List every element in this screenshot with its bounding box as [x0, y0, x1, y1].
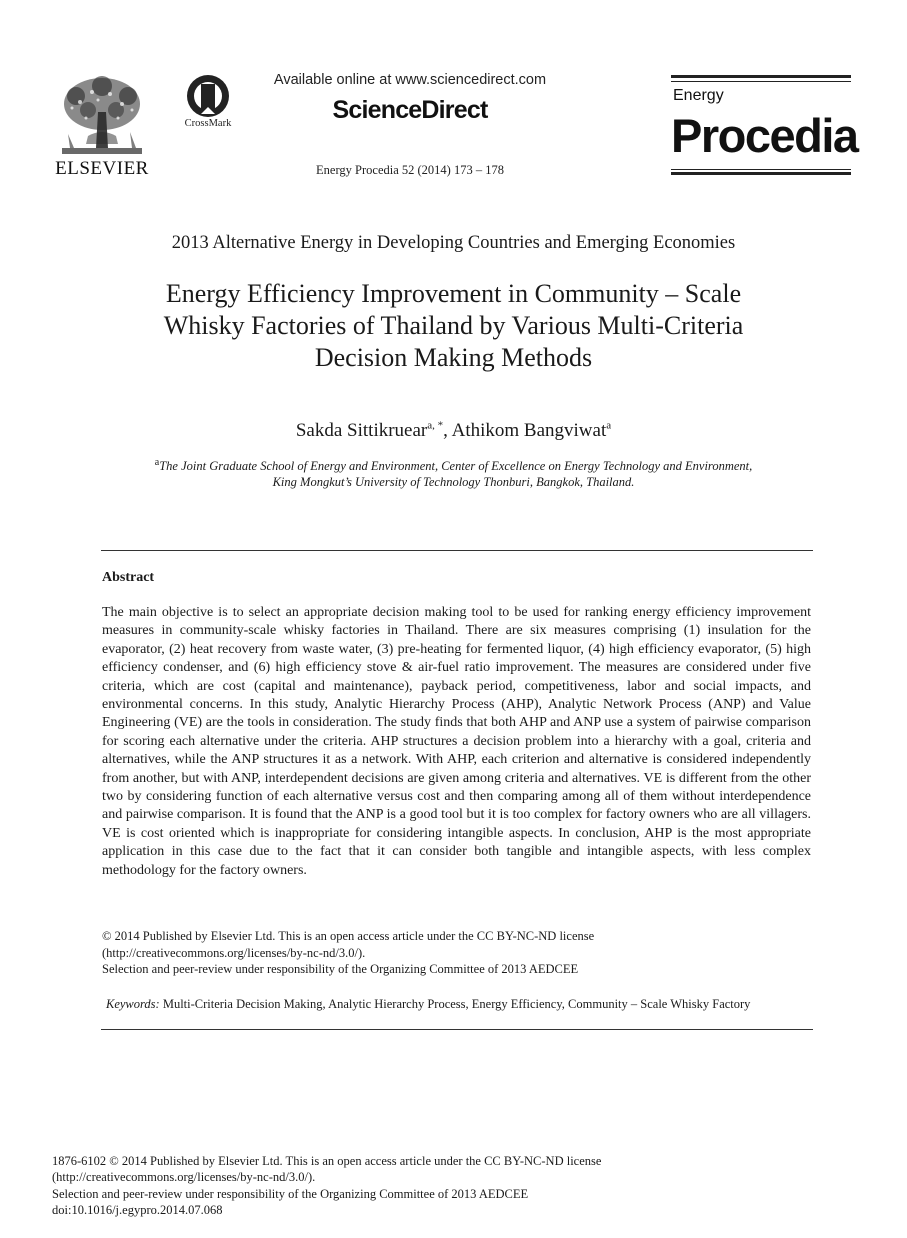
affiliation-line: [100, 455, 807, 474]
footer-peer-review-line: Selection and peer-review under responsibility of the Organizing Committee of 2013 AEDCEE: [52, 1186, 529, 1201]
affiliation-line: King Mongkut’s University of Technology Thonburi, Bangkok, Thailand.: [272, 475, 635, 490]
journal-rule: [671, 81, 851, 82]
journal-rule: [671, 169, 851, 170]
elsevier-logo: [52, 74, 152, 180]
footer-issn-line: 1876-6102 © 2014 Published by Elsevier Ltd. This is an open access article under the CC BY-NC-ND license: [52, 1154, 602, 1168]
license-link[interactable]: (http://creativecommons.org/licenses/by-nc-nd/3.0/).: [102, 945, 366, 960]
crossmark-logo[interactable]: [178, 74, 238, 134]
section-divider: [101, 550, 813, 551]
paper-title: [100, 278, 807, 374]
elsevier-wordmark: ELSEVIER: [55, 158, 149, 179]
peer-review-line: Selection and peer-review under responsibility of the Organizing Committee of 2013 AEDCEE: [102, 962, 579, 976]
conference-name: 2013 Alternative Energy in Developing Countries and Emerging Economies: [171, 233, 736, 253]
copyright-notice: [102, 928, 811, 978]
section-divider: [101, 1029, 813, 1030]
author-name: Sakda Sittikruear: [295, 420, 428, 441]
keywords: [106, 997, 815, 1012]
affiliation-text: The Joint Graduate School of Energy and Environment, Center of Excellence on Energy Technology and Environment,: [159, 459, 753, 474]
crossmark-icon: [178, 74, 238, 120]
title-line: Energy Efficiency Improvement in Community – Scale: [165, 279, 742, 308]
footer-doi[interactable]: doi:10.1016/j.egypro.2014.07.068: [52, 1202, 223, 1217]
copyright-line: © 2014 Published by Elsevier Ltd. This is an open access article under the CC BY-NC-ND license: [102, 929, 595, 943]
elsevier-tree-icon: [58, 74, 146, 158]
abstract-body: The main objective is to select an appropriate decision making tool to be used for ranking energy efficiency improvement measures in community-scale whisky factories in Thailand. There are six measures comprising (1) insulation for the evaporator, (2) heat recovery from waste water, (3) pre-heating for fermented liquor, (4) high efficiency evaporator, (5) high efficiency condenser, and (6) high efficiency stove & air-fuel ratio improvement. The measures are considered under five criteria, which are cost (capital and maintenance), payback period, competitiveness, labor and social impacts, and environmental concerns. In this study, Analytic Hierarchy Process (AHP), Analytic Network Process (ANP) and Value Engineering (VE) are the tools in consideration. The study finds that both AHP and ANP use a system of pairwise comparison for scoring each alternative under the criteria. AHP structures a decision problem into a hierarchy with a goal, criteria and alternatives, while the ANP structures it as a network. With AHP, each criterion and alternative is considered independently from another, but with ANP, interdependent decisions are given among criteria and alternatives. VE is different from the other two by considering function of each alternative versus cost and then comparing among all of them without interdependence and pairwise comparison. It is found that the ANP is a good tool but it is too complex for factory owners who are all villagers. VE is cost oriented which is inappropriate for considering intangible aspects. In conclusion, AHP is the most appropriate application in this case due to the fact that it can consider both tangible and intangible aspects, with less complex methodology for the factory owners.: [102, 605, 811, 878]
journal-name-procedia: Procedia: [671, 109, 858, 162]
abstract-heading: Abstract: [102, 570, 155, 585]
sciencedirect-wordmark: ScienceDirect: [332, 96, 488, 124]
footer-license-link[interactable]: (http://creativecommons.org/licenses/by-nc-nd/3.0/).: [52, 1170, 316, 1185]
affiliation: [100, 455, 807, 490]
author-affiliation-mark: a: [606, 419, 612, 432]
author-affiliation-mark: a, *: [427, 419, 444, 432]
available-online-link[interactable]: Available online at www.sciencedirect.com: [273, 72, 547, 88]
author-separator: ,: [443, 420, 452, 441]
author-list: [100, 420, 807, 442]
title-line: Whisky Factories of Thailand by Various Multi-Criteria: [163, 311, 744, 340]
journal-logo: [671, 75, 858, 175]
page-footer: [52, 1153, 852, 1218]
affiliation-mark: a: [154, 457, 160, 468]
journal-rule: [671, 172, 851, 175]
author-name: Athikom Bangviwat: [451, 420, 607, 441]
title-line: Decision Making Methods: [314, 343, 593, 372]
crossmark-label: CrossMark: [184, 118, 232, 129]
keywords-text: Multi-Criteria Decision Making, Analytic Hierarchy Process, Energy Efficiency, Community – Scale Whisky Factory: [159, 997, 751, 1011]
journal-name-energy: Energy: [673, 87, 724, 104]
journal-citation: Energy Procedia 52 (2014) 173 – 178: [316, 163, 504, 177]
journal-rule: [671, 75, 851, 78]
keywords-label: Keywords:: [106, 997, 160, 1011]
